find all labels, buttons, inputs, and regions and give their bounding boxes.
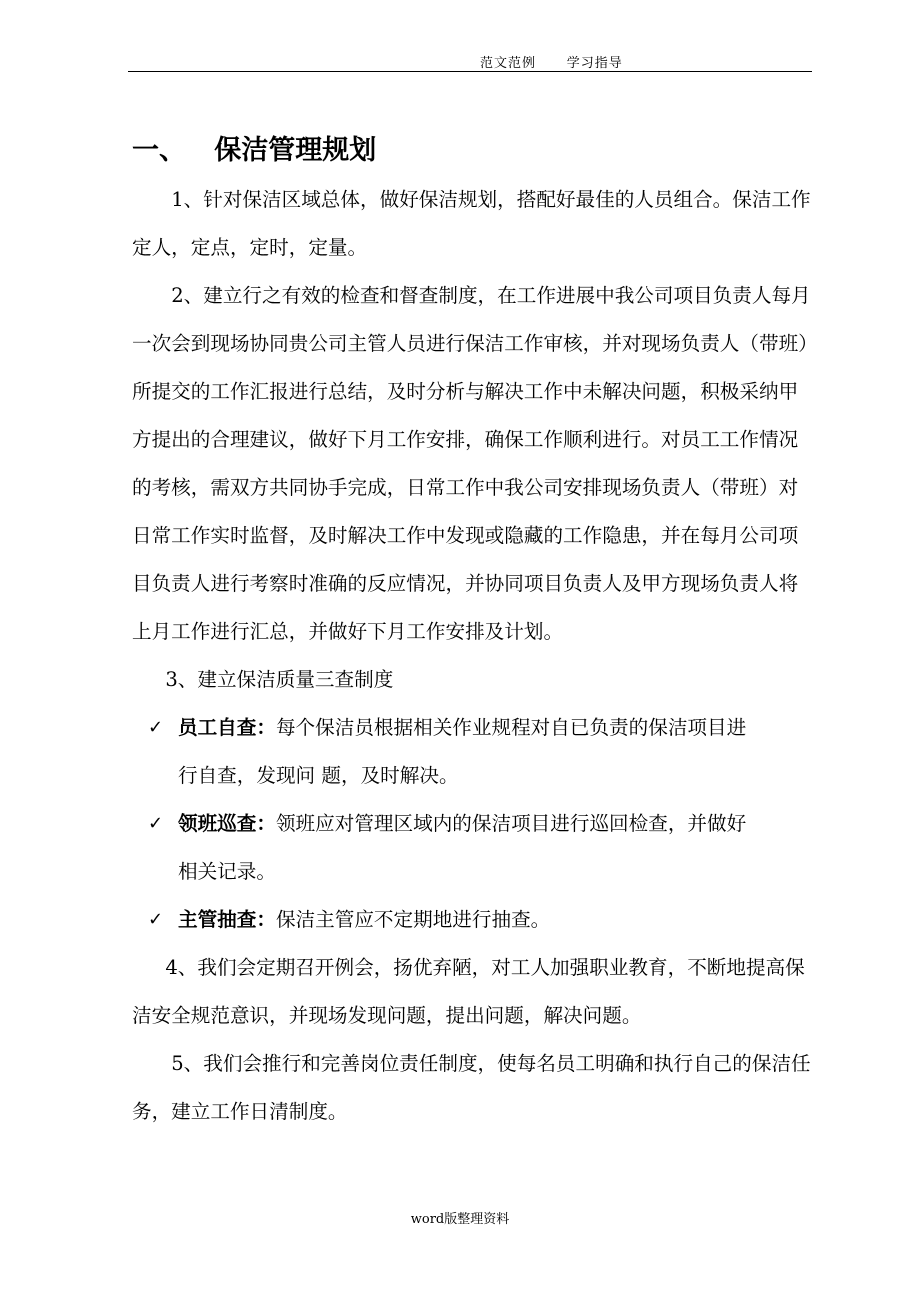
- check-item-line1: 保洁主管应不定期地进行抽查。: [275, 908, 551, 931]
- paragraph-2: 2、建立行之有效的检查和督查制度，在工作进展中我公司项目负责人每月一次会到现场协同贵公司主管人员进行保洁工作审核，并对现场负责人（带班）所提交的工作汇报进行总结，及时分析与解决工作中未解决问题，积极采纳甲方提出的合理建议，做好下月工作安排，确保工作顺利进行。对员工工作情况的考核，需双方共同协手完成，日常工作中我公司安排现场负责人（带班）对日常工作实时监督，及时解决工作中发现或隐藏的工作隐患，并在每月公司项目负责人进行考察时准确的反应情况，并协同项目负责人及甲方现场负责人将上月工作进行汇总，并做好下月工作安排及计划。: [132, 284, 811, 643]
- paragraph-3: 3、建立保洁质量三查制度: [165, 668, 394, 691]
- check-item-line1: 每个保洁员根据相关作业规程对自已负责的保洁项目进: [275, 716, 747, 739]
- check-item-sep: ：: [256, 908, 276, 931]
- paragraph-5: 5、我们会推行和完善岗位责任制度，使每名员工明确和执行自己的保洁任务，建立工作日清制度。: [132, 1052, 811, 1123]
- section-title: 一、 保洁管理规划: [132, 135, 377, 166]
- paragraph-4: 4、我们会定期召开例会，扬优弃陋，对工人加强职业教育，不断地提高保洁安全规范意识，并现场发现问题，提出问题，解决问题。: [132, 956, 805, 1027]
- checkmark-icon: ✓: [148, 813, 164, 834]
- check-item-line2: 相关记录。: [178, 860, 276, 883]
- check-item-lead: 主管抽查: [178, 908, 257, 931]
- check-item-supervisor-spot-check: [132, 896, 812, 944]
- check-item-lead: 员工自查: [178, 716, 257, 739]
- checkmark-icon: ✓: [148, 909, 164, 930]
- page-footer: word版整理资料: [410, 1212, 510, 1227]
- document-body: [132, 176, 812, 1136]
- check-item-foreman-patrol: [132, 800, 812, 848]
- check-item-line1: 领班应对管理区域内的保洁项目进行巡回检查，并做好: [275, 812, 747, 835]
- page-header: [128, 52, 812, 72]
- check-item-lead: 领班巡查: [178, 812, 257, 835]
- check-item-sep: ：: [256, 812, 276, 835]
- header-rule: [128, 71, 812, 72]
- checkmark-icon: ✓: [148, 717, 164, 738]
- header-text: 范文范例 学习指导: [480, 56, 623, 71]
- paragraph-1: 1、针对保洁区域总体，做好保洁规划，搭配好最佳的人员组合。保洁工作定人，定点，定时，定量。: [132, 188, 811, 259]
- check-item-sep: ：: [256, 716, 276, 739]
- check-item-self-inspection: [132, 704, 812, 752]
- check-item-line2: 行自查，发现问 题，及时解决。: [178, 764, 459, 787]
